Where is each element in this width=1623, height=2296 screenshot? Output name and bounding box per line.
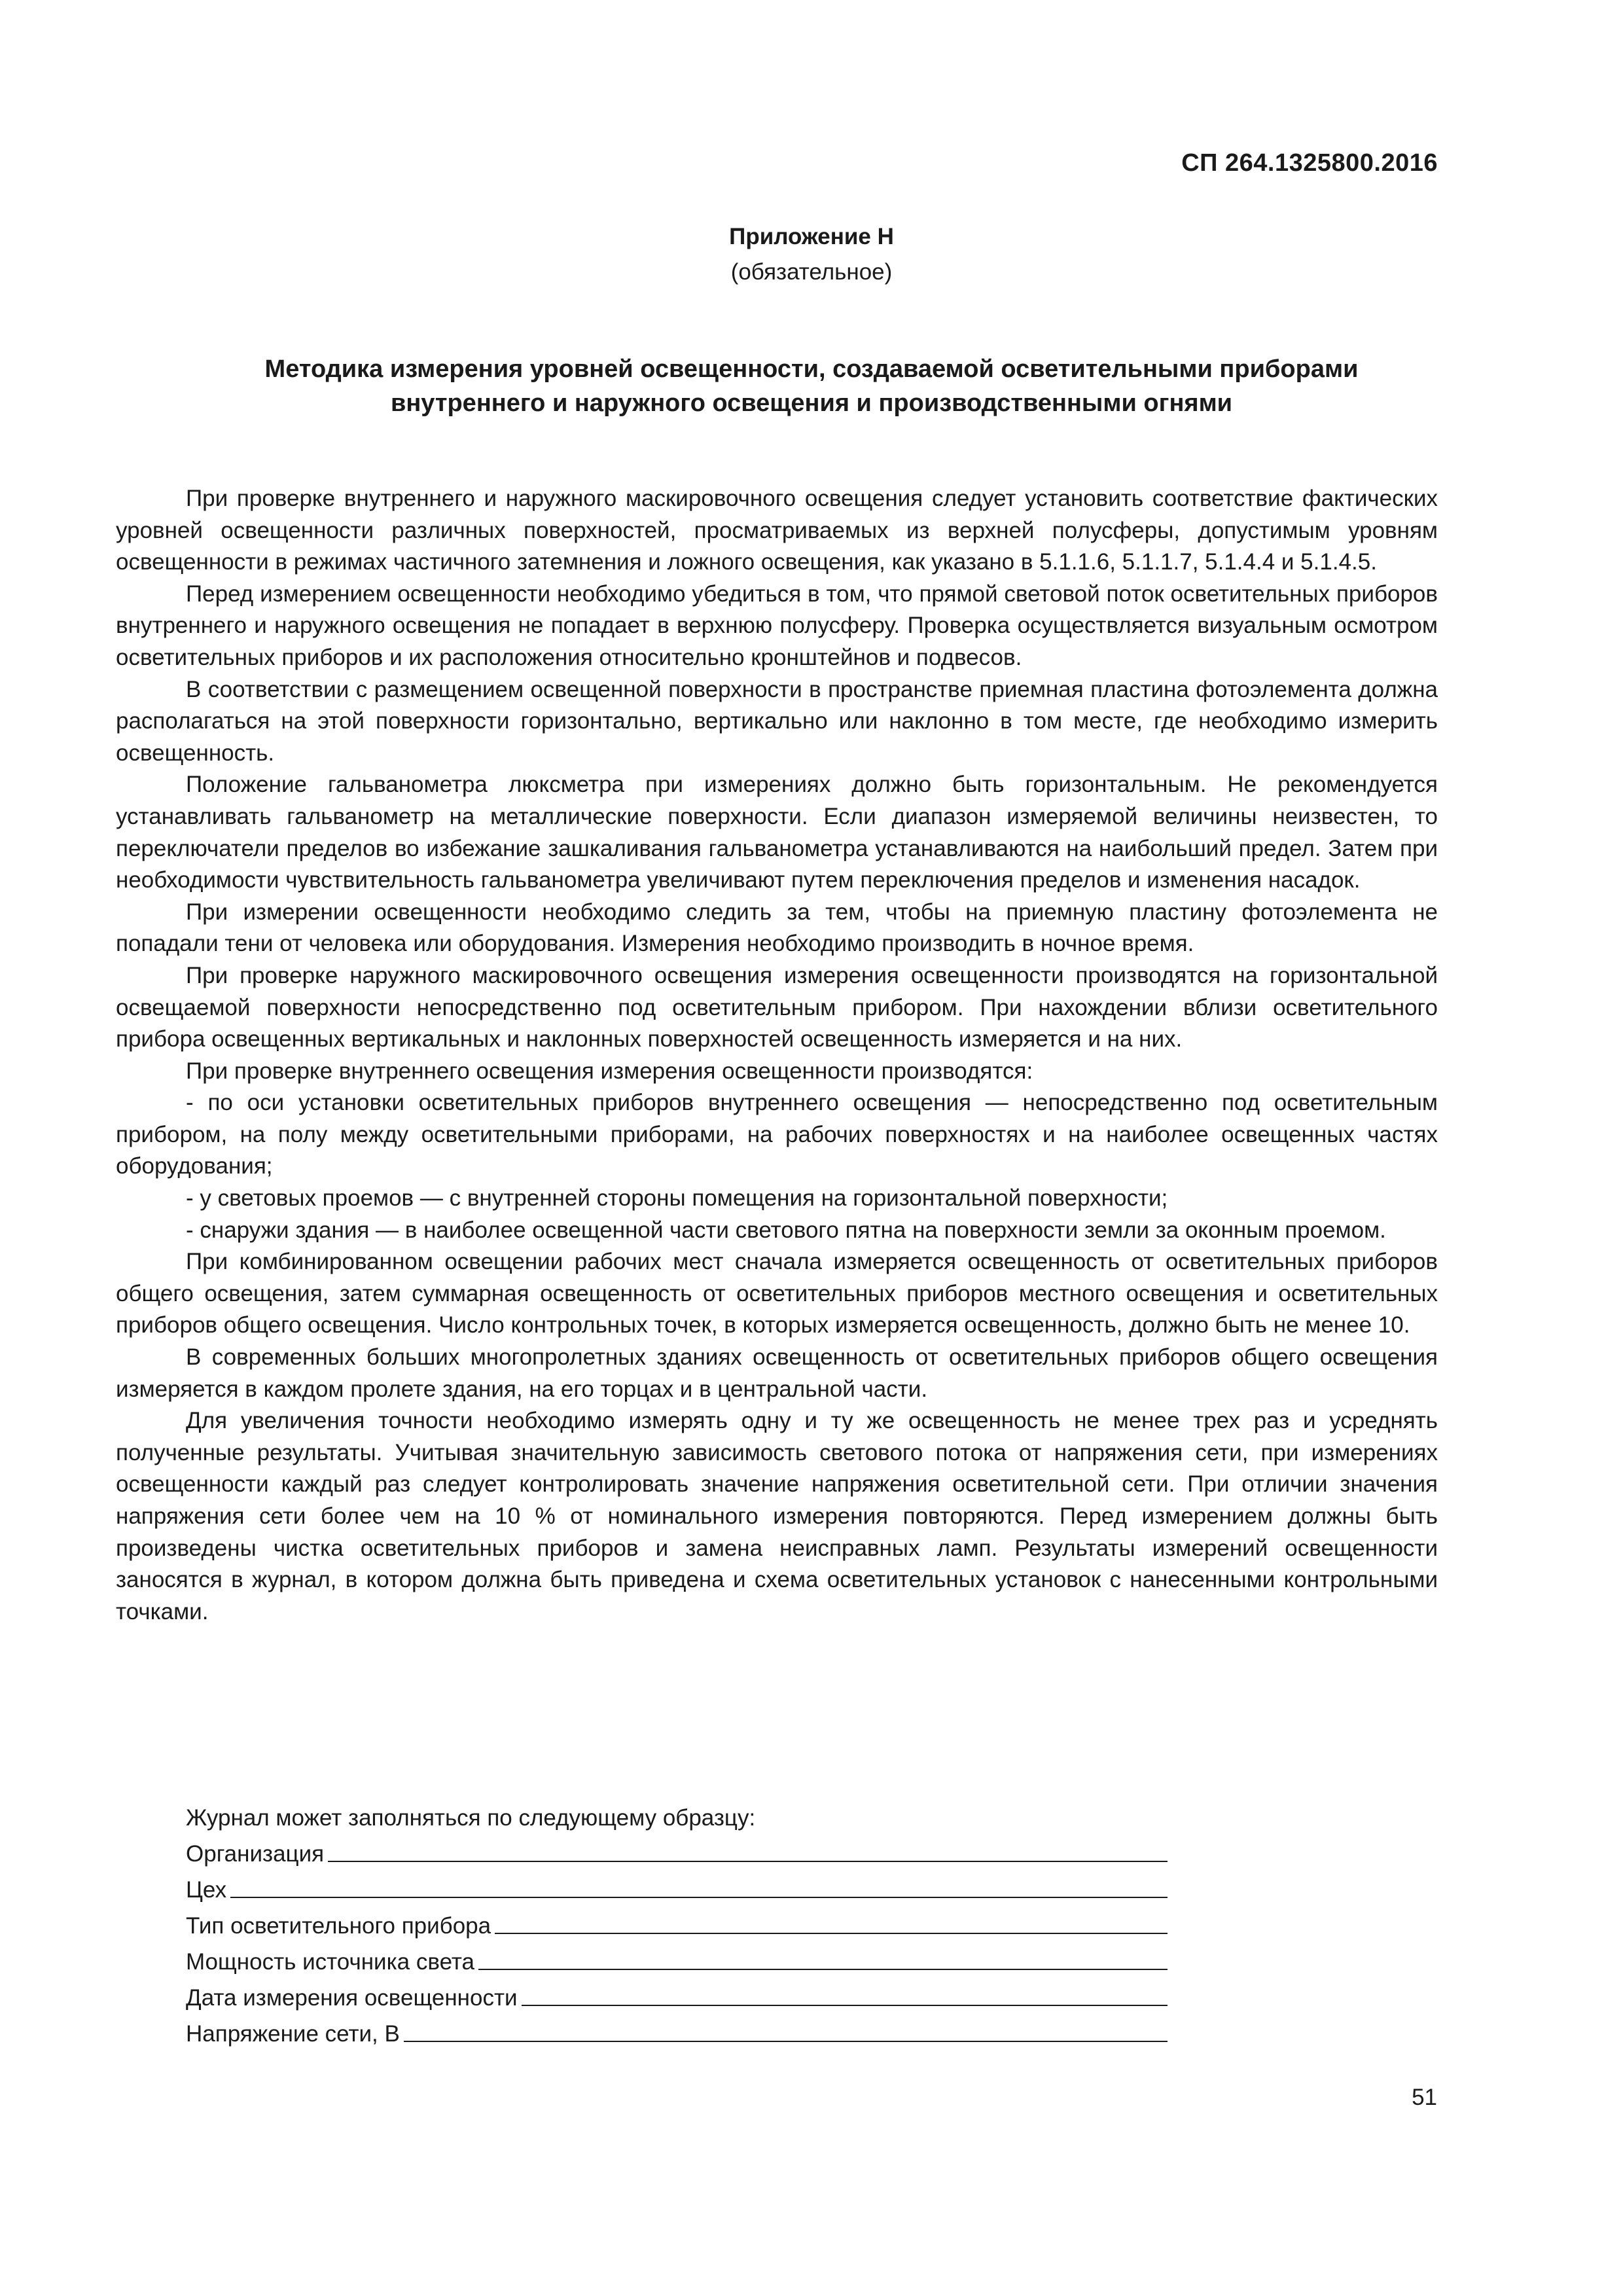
journal-form: [186, 1800, 1168, 2052]
paragraph: Для увеличения точности необходимо измерять одну и ту же освещенность не менее трех раз и усреднять полученные результаты. Учитывая значительную зависимость светового потока от напряжения сети, при измерениях освещенности каждый раз следует контролировать значение напряжения осветительной сети. При отличии значения напряжения сети более чем на 10 % от номинального измерения повторяются. Перед измерением должны быть произведены чистка осветительных приборов и замена неисправных ламп. Результаты измерений освещенности заносятся в журнал, в котором должна быть приведена и схема осветительных установок с нанесенными контрольными точками.: [116, 1408, 1438, 1624]
journal-field-blank[interactable]: [495, 1908, 1168, 1934]
journal-field-label: Мощность источника света: [186, 1949, 474, 1975]
paragraph: При комбинированном освещении рабочих мест сначала измеряется освещенность от осветительных приборов общего освещения, затем суммарная освещенность от осветительных приборов местного освещения и осветительных приборов общего освещения. Число контрольных точек, в которых измеряется освещенность, должно быть не менее 10.: [116, 1249, 1438, 1338]
journal-field-measurement-date[interactable]: [186, 1980, 1168, 2016]
journal-field-blank[interactable]: [478, 1944, 1168, 1970]
page-number: 51: [1412, 2085, 1437, 2110]
section-title-line-2: внутреннего и наружного освещения и производственными огнями: [390, 389, 1233, 417]
appendix-note: (обязательное): [730, 259, 893, 285]
journal-field-blank[interactable]: [404, 2016, 1168, 2042]
paragraph: При проверке внутреннего освещения измерения освещенности производятся:: [186, 1058, 1033, 1084]
paragraph: При проверке наружного маскировочного освещения измерения освещенности производятся на горизонтальной освещаемой поверхности непосредственно под осветительным прибором. При нахождении вблизи осветительного прибора освещенных вертикальных и наклонных поверхностей освещенность измеряется и на них.: [116, 962, 1438, 1052]
section-title: [164, 352, 1459, 420]
body-text: [116, 483, 1438, 1628]
journal-field-label: Организация: [186, 1841, 325, 1867]
paragraph: При проверке внутреннего и наружного маскировочного освещения следует установить соответствие фактических уровней освещенности различных поверхностей, просматриваемых из верхней полусферы, допустимым уровням освещенности в режимах частичного затемнения и ложного освещения, как указано в 5.1.1.6, 5.1.1.7, 5.1.4.4 и 5.1.4.5.: [116, 486, 1438, 575]
journal-field-label: Напряжение сети, В: [186, 2021, 400, 2047]
appendix-title: Приложение Н: [729, 224, 894, 249]
journal-field-fixture-type[interactable]: [186, 1908, 1168, 1944]
journal-field-blank[interactable]: [328, 1836, 1168, 1862]
paragraph: В соответствии с размещением освещенной поверхности в пространстве приемная пластина фотоэлемента должна располагаться на этой поверхности горизонтально, вертикально или наклонно в том месте, где необходимо измерить освещенность.: [116, 676, 1438, 766]
journal-field-label: Цех: [186, 1877, 227, 1903]
section-title-line-1: Методика измерения уровней освещенности, создаваемой осветительными приборами: [264, 355, 1359, 383]
list-item: - по оси установки осветительных приборов внутреннего освещения — непосредственно под осветительным прибором, на полу между осветительными приборами, на рабочих поверхностях и на наиболее освещенных частях оборудования;: [116, 1090, 1438, 1179]
journal-field-light-power[interactable]: [186, 1944, 1168, 1980]
document-code: СП 264.1325800.2016: [1181, 149, 1438, 177]
journal-field-workshop[interactable]: [186, 1872, 1168, 1908]
list-item: - снаружи здания — в наиболее освещенной части светового пятна на поверхности земли за оконным проемом.: [186, 1217, 1386, 1243]
paragraph: В современных больших многопролетных зданиях освещенность от осветительных приборов общего освещения измеряется в каждом пролете здания, на его торцах и в центральной части.: [116, 1344, 1438, 1402]
journal-field-blank[interactable]: [230, 1872, 1168, 1898]
paragraph: При измерении освещенности необходимо следить за тем, чтобы на приемную пластину фотоэлемента не попадали тени от человека или оборудования. Измерения необходимо производить в ночное время.: [116, 899, 1438, 957]
paragraph: Перед измерением освещенности необходимо убедиться в том, что прямой световой поток осветительных приборов внутреннего и наружного освещения не попадает в верхнюю полусферу. Проверка осуществляется визуальным осмотром осветительных приборов и их расположения относительно кронштейнов и подвесов.: [116, 581, 1438, 670]
journal-field-organization[interactable]: [186, 1836, 1168, 1872]
paragraph: Положение гальванометра люксметра при измерениях должно быть горизонтальным. Не рекомендуется устанавливать гальванометр на металлические поверхности. Если диапазон измеряемой величины неизвестен, то переключатели пределов во избежание зашкаливания гальванометра устанавливаются на наибольший предел. Затем при необходимости чувствительность гальванометра увеличивают путем переключения пределов и изменения насадок.: [116, 772, 1438, 893]
journal-intro: Журнал может заполняться по следующему образцу:: [186, 1805, 756, 1831]
list-item: - у световых проемов — с внутренней стороны помещения на горизонтальной поверхности;: [186, 1185, 1168, 1211]
journal-field-blank[interactable]: [522, 1980, 1168, 2006]
journal-field-label: Дата измерения освещенности: [186, 1985, 518, 2011]
journal-field-voltage[interactable]: [186, 2016, 1168, 2052]
journal-field-label: Тип осветительного прибора: [186, 1913, 491, 1939]
